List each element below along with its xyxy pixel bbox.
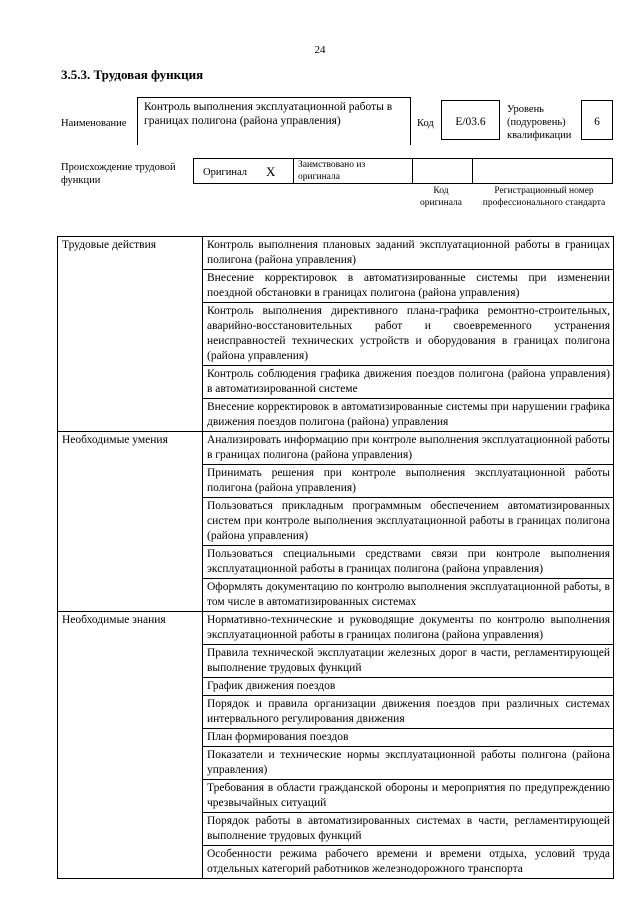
item-cell: Порядок работы в автоматизированных системах в части, регламентирующей выполнение трудовых функций bbox=[203, 813, 614, 846]
name-value: Контроль выполнения эксплуатационной работы в границах полигона (района управления) bbox=[137, 97, 411, 145]
origin-row bbox=[193, 158, 613, 184]
item-cell: Нормативно-технические и руководящие документы по контролю выполнения эксплуатационной работы в границах полигона (района управления) bbox=[203, 612, 614, 645]
level-label: Уровень (подуровень) квалификации bbox=[507, 104, 572, 141]
page-number: 24 bbox=[314, 44, 326, 56]
reg-caption: Регистрационный номер профессионального стандарта bbox=[482, 186, 606, 208]
divider bbox=[293, 158, 294, 184]
item-cell: Правила технической эксплуатации железных дорог в части, регламентирующей выполнение трудовых функций bbox=[203, 645, 614, 678]
item-cell: Контроль соблюдения графика движения поездов полигона (района управления) в автоматизированной системе bbox=[203, 366, 614, 399]
item-cell: Показатели и технические нормы эксплуатационной работы полигона (района управления) bbox=[203, 747, 614, 780]
item-cell: Внесение корректировок в автоматизированные системы при изменении поездной обстановки в границах полигона (района управления) bbox=[203, 270, 614, 303]
section-title-cell: Необходимые знания bbox=[58, 612, 203, 879]
item-cell: Порядок и правила организации движения поездов при различных системах интервального регулирования движения bbox=[203, 696, 614, 729]
item-cell: Требования в области гражданской обороны и мероприятия по предупреждению чрезвычайных ситуаций bbox=[203, 780, 614, 813]
item-cell: Анализировать информацию при контроле выполнения эксплуатационной работы в границах полигона (района управления) bbox=[203, 432, 614, 465]
item-cell: Принимать решения при контроле выполнения эксплуатационной работы полигона (района управления) bbox=[203, 465, 614, 498]
item-cell: Особенности режима рабочего времени и времени отдыха, условий труда отдельных категорий работников железнодорожного транспорта bbox=[203, 846, 614, 879]
code-value: E/03.6 bbox=[441, 100, 500, 140]
original-label: Оригинал bbox=[203, 167, 247, 178]
item-cell: План формирования поездов bbox=[203, 729, 614, 747]
section-title-cell: Необходимые умения bbox=[58, 432, 203, 612]
item-cell: Контроль выполнения директивного плана-графика ремонтно-строительных, аварийно-восстановительных работ и своевременного устранения неисправностей технических устройств и оборудования в границах полигона (района управления) bbox=[203, 303, 614, 366]
borrowed-label: Заимствовано из оригинала bbox=[298, 160, 366, 182]
table-row bbox=[58, 432, 614, 465]
code-label: Код bbox=[417, 118, 434, 129]
code-caption: Код оригинала bbox=[420, 186, 462, 208]
item-cell: Внесение корректировок в автоматизированные системы при нарушении графика движения поездов полигона (района) управления bbox=[203, 399, 614, 432]
item-cell: Пользоваться специальными средствами связи при контроле выполнения эксплуатационной работы в границах полигона (района управления) bbox=[203, 546, 614, 579]
function-table bbox=[57, 236, 614, 879]
item-cell: Оформлять документацию по контролю выполнения эксплуатационной работы, в том числе в автоматизированных системах bbox=[203, 579, 614, 612]
table-row bbox=[58, 612, 614, 645]
section-title-cell: Трудовые действия bbox=[58, 237, 203, 432]
item-cell: Пользоваться прикладным программным обеспечением автоматизированных систем при контроле выполнения эксплуатационной работы в границах полигона (района управления) bbox=[203, 498, 614, 546]
level-value: 6 bbox=[581, 100, 613, 140]
section-title: 3.5.3. Трудовая функция bbox=[61, 67, 204, 82]
item-cell: Контроль выполнения плановых заданий эксплуатационной работы в границах полигона (района управления) bbox=[203, 237, 614, 270]
original-mark: X bbox=[266, 164, 276, 179]
table-row bbox=[58, 237, 614, 270]
divider bbox=[472, 158, 473, 184]
item-cell: График движения поездов bbox=[203, 678, 614, 696]
origin-label: Происхождение трудовой функции bbox=[61, 162, 176, 186]
name-label: Наименование bbox=[61, 118, 127, 129]
divider bbox=[412, 158, 413, 184]
